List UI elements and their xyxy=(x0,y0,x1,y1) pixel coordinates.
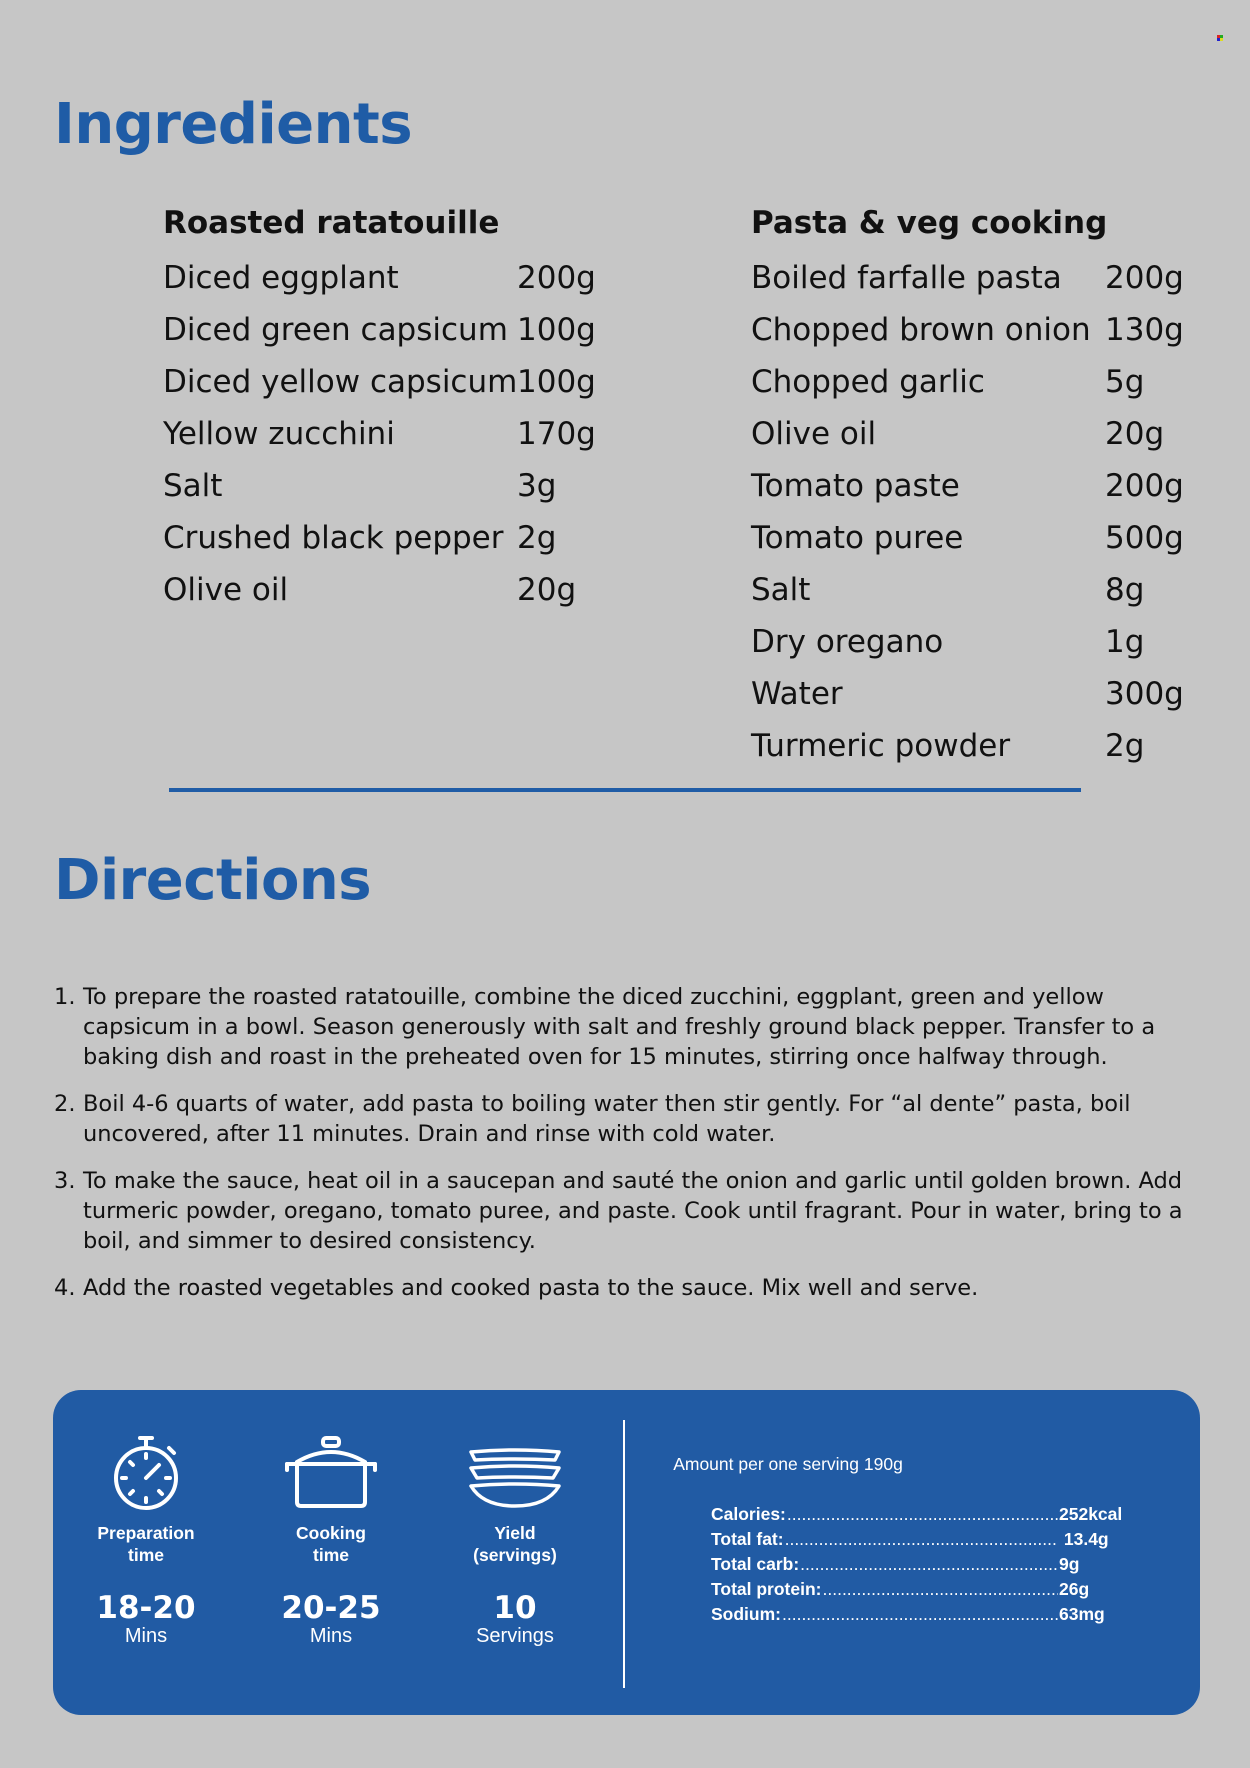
ingredient-qty: 5g xyxy=(1105,364,1145,400)
corner-color-mark xyxy=(1217,35,1223,41)
leader-dots xyxy=(787,1504,1058,1525)
ingredient-row xyxy=(163,564,603,616)
nutrition-row xyxy=(711,1504,1131,1529)
ingredient-row xyxy=(163,460,603,512)
section-divider xyxy=(169,788,1081,792)
preparation-time-unit: Mins xyxy=(124,1625,168,1647)
step-number: 2. xyxy=(54,1091,76,1117)
ingredient-name: Crushed black pepper xyxy=(163,520,504,556)
nutrition-heading: Amount per one serving 190g xyxy=(673,1454,903,1474)
nutrition-value: 9g xyxy=(1059,1554,1080,1574)
nutrition-value: 63mg xyxy=(1059,1604,1105,1624)
yield-value: 10 xyxy=(493,1590,537,1626)
ingredient-name: Olive oil xyxy=(751,416,877,452)
step-number: 1. xyxy=(54,984,76,1010)
ingredient-row xyxy=(751,512,1191,564)
pasta-veg-heading: Pasta & veg cooking xyxy=(751,205,1108,241)
ingredient-name: Turmeric powder xyxy=(751,728,1011,764)
direction-step xyxy=(54,982,1204,1072)
preparation-time-value: 18-20 xyxy=(96,1590,196,1626)
direction-step xyxy=(54,1089,1204,1149)
directions-title: Directions xyxy=(54,848,372,913)
ingredient-name: Diced eggplant xyxy=(163,260,399,296)
direction-step xyxy=(54,1166,1204,1256)
nutrition-value: 26g xyxy=(1059,1579,1090,1599)
leader-dots xyxy=(782,1604,1058,1625)
cooking-time-value: 20-25 xyxy=(281,1590,381,1626)
ingredient-name: Chopped garlic xyxy=(751,364,985,400)
nutrition-list xyxy=(711,1504,1131,1629)
ingredient-qty: 200g xyxy=(517,260,596,296)
pot-icon xyxy=(283,1434,379,1510)
ingredient-qty: 20g xyxy=(517,572,577,608)
ingredient-row xyxy=(751,304,1191,356)
ingredient-qty: 3g xyxy=(517,468,557,504)
nutrition-row xyxy=(711,1529,1131,1554)
ingredient-name: Olive oil xyxy=(163,572,289,608)
yield-label: Yield (servings) xyxy=(473,1523,557,1565)
ingredient-qty: 300g xyxy=(1105,676,1184,712)
yield-unit: Servings xyxy=(476,1625,554,1647)
step-text: Add the roasted vegetables and cooked pasta to the sauce. Mix well and serve. xyxy=(83,1275,979,1301)
ingredient-qty: 2g xyxy=(1105,728,1145,764)
ingredient-row xyxy=(751,356,1191,408)
nutrition-label: Sodium: xyxy=(711,1604,781,1624)
ingredient-name: Diced yellow capsicum xyxy=(163,364,518,400)
ingredient-row xyxy=(751,408,1191,460)
ingredient-row xyxy=(163,408,603,460)
ingredient-name: Dry oregano xyxy=(751,624,944,660)
step-number: 3. xyxy=(54,1168,76,1194)
cooking-time-stat xyxy=(266,1434,396,1648)
ingredient-row xyxy=(751,616,1191,668)
step-text: To prepare the roasted ratatouille, combine the diced zucchini, eggplant, green and yellow capsicum in a bowl. Season generously with salt and freshly ground black pepper. Transfer to a baking dish and roast in the preheated oven for 15 minutes, stirring once halfway through. xyxy=(83,984,1156,1070)
ingredient-name: Boiled farfalle pasta xyxy=(751,260,1062,296)
stopwatch-icon xyxy=(111,1434,181,1510)
recipe-info-panel xyxy=(53,1390,1200,1715)
ingredient-name: Yellow zucchini xyxy=(163,416,395,452)
preparation-time-stat xyxy=(81,1434,211,1648)
ingredient-name: Water xyxy=(751,676,843,712)
ingredient-row xyxy=(751,460,1191,512)
ingredient-row xyxy=(163,252,603,304)
ingredient-row xyxy=(751,668,1191,720)
leader-dots xyxy=(785,1529,1058,1550)
roasted-ratatouille-list xyxy=(163,200,603,616)
nutrition-row xyxy=(711,1554,1131,1579)
ingredient-row xyxy=(751,252,1191,304)
ingredient-name: Salt xyxy=(163,468,223,504)
ingredient-qty: 1g xyxy=(1105,624,1145,660)
cooking-time-unit: Mins xyxy=(309,1625,353,1647)
leader-dots xyxy=(823,1579,1059,1600)
ingredient-qty: 500g xyxy=(1105,520,1184,556)
cooking-time-label: Cooking time xyxy=(296,1523,366,1565)
ingredient-qty: 8g xyxy=(1105,572,1145,608)
ingredient-row xyxy=(163,304,603,356)
step-text: To make the sauce, heat oil in a saucepan and sauté the onion and garlic until golden brown. Add turmeric powder, oregano, tomato puree, and paste. Cook until fragrant. Pour in water, bring to a boil, and simmer to desired consistency. xyxy=(83,1168,1183,1254)
ingredient-row xyxy=(163,512,603,564)
ingredients-title: Ingredients xyxy=(54,92,413,157)
ingredient-name: Diced green capsicum xyxy=(163,312,508,348)
leader-dots xyxy=(800,1554,1058,1575)
ingredient-qty: 100g xyxy=(517,312,596,348)
ingredient-row xyxy=(163,356,603,408)
nutrition-value: 252kcal xyxy=(1059,1504,1123,1524)
nutrition-row xyxy=(711,1604,1131,1629)
ingredient-name: Chopped brown onion xyxy=(751,312,1091,348)
ingredient-qty: 200g xyxy=(1105,468,1184,504)
ingredient-qty: 130g xyxy=(1105,312,1184,348)
ingredient-qty: 200g xyxy=(1105,260,1184,296)
step-text: Boil 4-6 quarts of water, add pasta to boiling water then stir gently. For “al dente” pasta, boil uncovered, after 11 minutes. Drain and rinse with cold water. xyxy=(83,1091,1131,1147)
nutrition-label: Total carb: xyxy=(711,1554,800,1574)
ingredient-qty: 170g xyxy=(517,416,596,452)
ingredient-row xyxy=(751,564,1191,616)
pasta-veg-list xyxy=(751,200,1191,772)
ingredient-qty: 100g xyxy=(517,364,596,400)
step-number: 4. xyxy=(54,1275,76,1301)
direction-step xyxy=(54,1273,1204,1303)
preparation-time-label: Preparation time xyxy=(97,1523,195,1565)
ingredient-row xyxy=(751,720,1191,772)
nutrition-row xyxy=(711,1579,1131,1604)
ingredient-name: Salt xyxy=(751,572,811,608)
ingredient-name: Tomato paste xyxy=(751,468,960,504)
directions-list xyxy=(54,982,1204,1320)
roasted-ratatouille-heading: Roasted ratatouille xyxy=(163,205,500,241)
ingredient-name: Tomato puree xyxy=(751,520,964,556)
nutrition-value: 13.4g xyxy=(1059,1529,1109,1549)
ingredient-qty: 20g xyxy=(1105,416,1165,452)
nutrition-label: Total protein: xyxy=(711,1579,822,1599)
nutrition-label: Total fat: xyxy=(711,1529,784,1549)
nutrition-label: Calories: xyxy=(711,1504,786,1524)
ingredient-qty: 2g xyxy=(517,520,557,556)
